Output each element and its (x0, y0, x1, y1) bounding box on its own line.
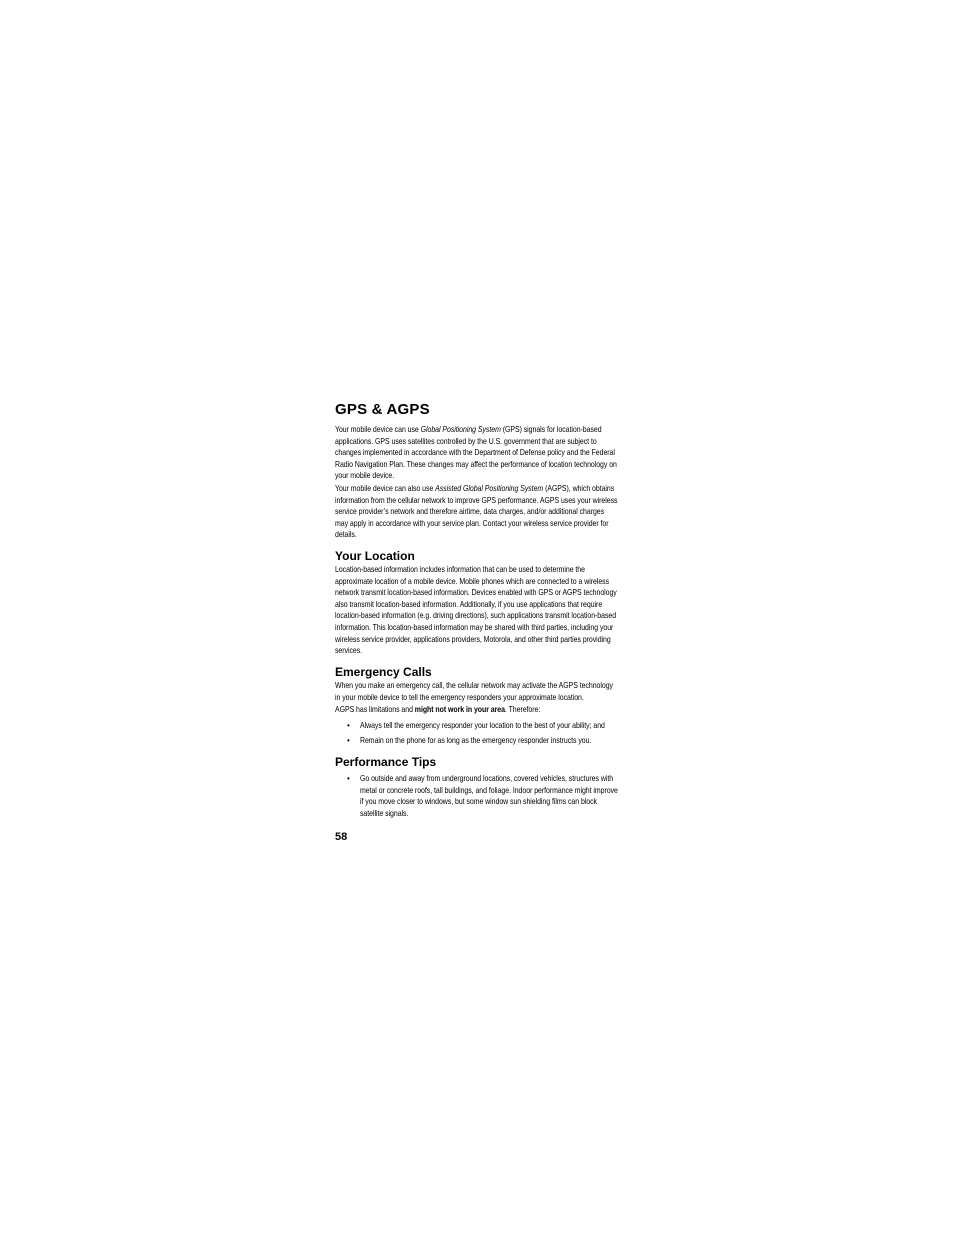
list-item (335, 773, 619, 819)
section-title: GPS & AGPS (335, 401, 430, 418)
agps-limit-before: AGPS has limitations and (335, 705, 415, 714)
bullet-text: Remain on the phone for as long as the emergency responder instructs you. (360, 736, 592, 745)
emergency-calls-heading: Emergency Calls (335, 665, 432, 679)
bullet-icon: • (347, 774, 350, 783)
intro-gps-before: Your mobile device can use (335, 425, 421, 434)
bullet-icon: • (347, 736, 350, 745)
agps-limit-bold: might not work in your area (414, 705, 505, 714)
intro-paragraph-gps (335, 424, 619, 482)
your-location-paragraph: Location-based information includes information that can be used to determine the approximate location of a mobile device. Mobile phones which are connected to a wireless network transmit location-based information. Devices enabled with GPS or AGPS technology also transmit location-based information. Additionally, if you use applications that require location-based information (e.g. driving directions), such applications transmit location-based information. This location-based information may be shared with third parties, including your wireless service provider, applications providers, Motorola, and other third parties providing services. (335, 565, 617, 656)
gps-term: Global Positioning System (420, 425, 501, 434)
intro-agps-before: Your mobile device can also use (335, 484, 436, 493)
bullet-icon: • (347, 721, 350, 730)
performance-bullet-list (335, 773, 619, 819)
intro-paragraph-agps (335, 483, 619, 541)
agps-limit-after: . Therefore: (504, 705, 541, 714)
intro-gps-after: (GPS) signals for location-based applications. GPS uses satellites controlled by the U.S. government that are subject to changes implemented in accordance with the Department of Defense policy and the Federal Radio Navigation Plan. These changes may affect the performance of location technology on your mobile device. (335, 425, 617, 481)
document-page (335, 401, 619, 844)
emergency-bullet-list (335, 720, 619, 747)
page-number: 58 (335, 831, 348, 843)
intro-agps-after: (AGPS), which obtains information from the cellular network to improve GPS performance. AGPS uses your wireless service provider’s network and therefore airtime, data charges, and/or additional charges may apply in accordance with your service plan. Contact your wireless service provider for details. (335, 484, 618, 540)
list-item (335, 720, 619, 732)
your-location-heading: Your Location (335, 549, 415, 563)
agps-term: Assisted Global Positioning System (435, 484, 544, 493)
emergency-calls-paragraph: When you make an emergency call, the cellular network may activate the AGPS technology in your mobile device to tell the emergency responders your approximate location. (335, 681, 613, 702)
list-item (335, 735, 619, 747)
bullet-text: Go outside and away from underground locations, covered vehicles, structures with metal or concrete roofs, tall buildings, and foliage. Indoor performance might improve if you move closer to windows, but some window sun shielding films can block satellite signals. (360, 774, 618, 818)
bullet-text: Always tell the emergency responder your location to the best of your ability; and (360, 721, 605, 730)
performance-tips-heading: Performance Tips (335, 755, 437, 769)
agps-limitations-paragraph (335, 704, 619, 716)
